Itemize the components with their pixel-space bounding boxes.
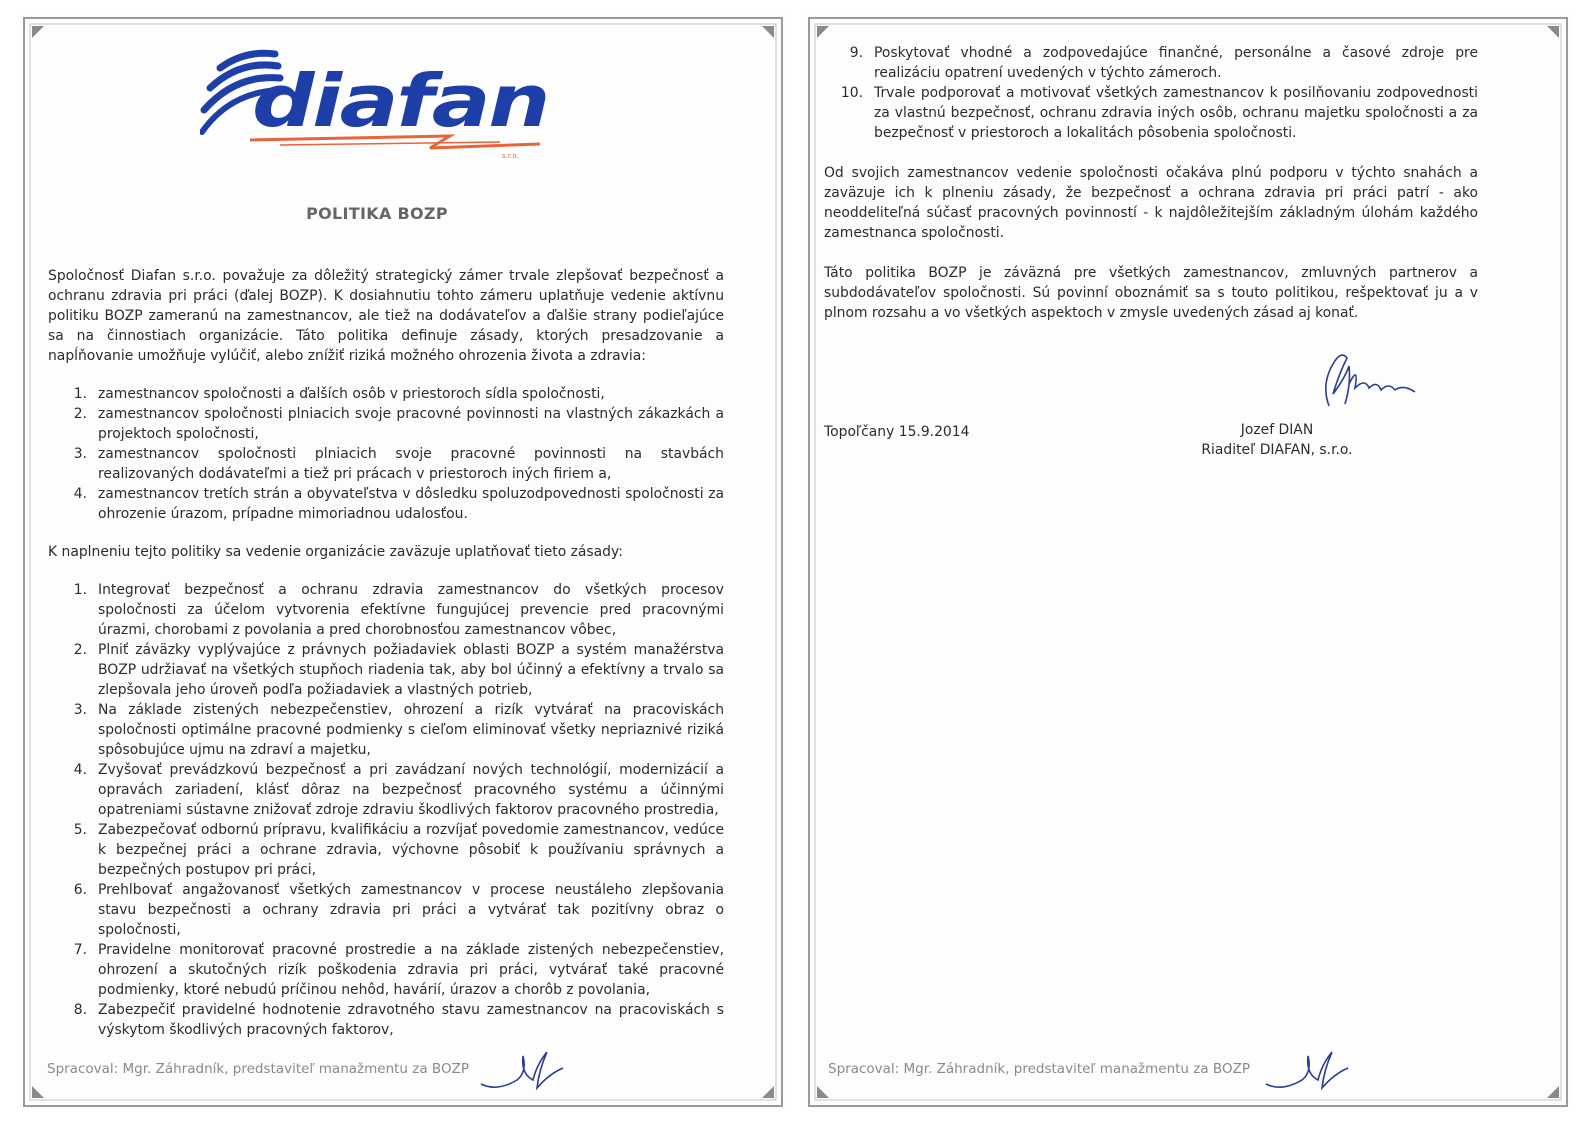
signer-title: Riaditeľ DIAFAN, s.r.o.	[1201, 442, 1353, 458]
list-item: 2. zamestnancov spoločnosti plniacich svoje pracovné povinnosti na vlastných zákazkách a projektoch spoločnosti,	[73, 406, 724, 442]
list-item: 7. Pravidelne monitorovať pracovné prostredie a na základe zistených nebezpečenstiev, ohrození a skutočných rizík poškodenia zdravia pri práci, vytvárať také pracovné podmienky, ktoré nebudú príčinou nehôd, havárií, úrazov a chorôb z povolania,	[73, 942, 724, 998]
principles-list	[48, 580, 724, 1040]
list-item: 2. Plniť záväzky vyplývajúce z právnych požiadaviek oblasti BOZP a systém manažérstva BOZP udržiavať na všetkých stupňoch riadenia tak, aby bol účinný a efektívny a trvalo sa zlepšovala jeho úroveň podľa požiadaviek a vlastných potrieb,	[73, 642, 724, 698]
prepared-by-note: Spracoval: Mgr. Záhradník, predstaviteľ manažmentu za BOZP	[47, 1061, 469, 1077]
svg-text:s.r.o.: s.r.o.	[502, 152, 519, 160]
list-item: 5. Zabezpečovať odbornú prípravu, kvalifikáciu a rozvíjať povedomie zamestnancov, vedúce k bezpečnej práci a ochrane zdravia, výchovne pôsobiť k používaniu správnych a bezpečných postupov pri práci,	[73, 822, 724, 878]
list-item: 3. zamestnancov spoločnosti plniacich svoje pracovné povinnosti na stavbách realizovaných dodávateľmi a tiež pri prácach v priestoroch iných firiem a,	[73, 446, 724, 482]
intro-paragraph: Spoločnosť Diafan s.r.o. považuje za dôležitý strategický zámer trvale zlepšovať bezpečnosť a ochranu zdravia pri práci (ďalej BOZP). K dosiahnutiu tohto zámeru uplatňuje vedenie aktívnu politiku BOZP zameranú na zamestnancov, ale tiež na dodávateľov a ďalšie strany podieľajúce sa na činnostiach organizácie. Táto politika definuje zásady, ktorých presadzovanie a napĺňovanie umožňuje vylúčiť, alebo znížiť riziká možného ohrozenia života a zdravia:	[48, 268, 724, 364]
risk-groups-list	[48, 384, 724, 524]
list-item: 8. Zabezpečiť pravidelné hodnotenie zdravotného stavu zamestnancov na pracoviskách s výskytom škodlivých pracovných faktorov,	[73, 1002, 724, 1038]
list-item: 1. zamestnancov spoločnosti a ďalších osôb v priestoroch sídla spoločnosti,	[73, 386, 605, 402]
expectations-paragraph: Od svojich zamestnancov vedenie spoločnosti očakáva plnú podporu v týchto snahách a zaväzuje ich k plneniu zásady, že bezpečnosť a ochrana zdravia pri práci patrí - ako neoddeliteľná súčasť pracovných povinností - k najdôležitejším základným úlohám každého zamestnanca spoločnosti.	[824, 165, 1478, 241]
page2-body	[824, 43, 1478, 323]
list-item: 3. Na základe zistených nebezpečenstiev, ohrození a rizík vytvárať na pracoviskách spoločnosti optimálne pracovné podmienky s cieľom eliminovať všetky nepriaznivé riziká spôsobujúce ujmu na zdraví a majetku,	[73, 702, 724, 758]
list-item: 4. Zvyšovať prevádzkovú bezpečnosť a pri zavádzaní nových technológií, modernizácií a opravách zariadení, klásť dôraz na bezpečnosť pracovného systému a účinnými opatreniami sústavne znižovať zdroje zdraviu škodlivých faktorov pracovného prostredia,	[73, 762, 724, 818]
prepared-by-note: Spracoval: Mgr. Záhradník, predstaviteľ manažmentu za BOZP	[828, 1061, 1250, 1077]
list-item: 1. Integrovať bezpečnosť a ochranu zdravia zamestnancov do všetkých procesov spoločnosti za účelom vytvorenia efektívne fungujúcej prevencie pred pracovnými úrazmi, chorobami z povolania a pred chorobnosťou zamestnancov vôbec,	[73, 582, 724, 638]
document-page-1	[22, 14, 786, 1110]
list-item: 4. zamestnancov tretích strán a obyvateľstva v dôsledku spoluzodpovednosti spoločnosti za ohrozenie úrazom, prípadne mimoriadnou udalosťou.	[73, 486, 724, 522]
principles-list-continued	[824, 43, 1478, 143]
binding-paragraph: Táto politika BOZP je záväzná pre všetkých zamestnancov, zmluvných partnerov a subdodávateľov spoločnosti. Sú povinní oboznámiť sa s touto politikou, rešpektovať ju a v plnom rozsahu a vo všetkých aspektoch v zmysle uvedených zásad aj konať.	[824, 265, 1478, 321]
initials-signature	[477, 1044, 567, 1094]
list-item: 6. Prehlbovať angažovanosť všetkých zamestnancov v procese neustáleho zlepšovania stavu bezpečnosti a ochrany zdravia pri práci a vytvárať tak pozitívny obraz o spoločnosti,	[73, 882, 724, 938]
place-and-date: Topoľčany 15.9.2014	[824, 424, 970, 440]
director-signature	[1315, 344, 1425, 414]
list-item: 10. Trvale podporovať a motivovať všetkých zamestnancov k posilňovaniu zodpovednosti za vlastnú bezpečnosť, ochranu zdravia iných osôb, ochranu majetku spoločnosti a za bezpečnosť v priestoroch a lokalitách pôsobenia spoločnosti.	[840, 85, 1478, 141]
principles-lead: K naplneniu tejto politiky sa vedenie organizácie zaväzuje uplatňovať tieto zásady:	[48, 544, 623, 560]
diafan-logo	[200, 48, 560, 168]
svg-text:diafan: diafan	[252, 59, 548, 143]
document-page-2	[807, 14, 1571, 1110]
document-title: POLITIKA BOZP	[306, 204, 448, 223]
list-item: 9. Poskytovať vhodné a zodpovedajúce finančné, personálne a časové zdroje pre realizáciu opatrení uvedených v týchto zámeroch.	[849, 45, 1478, 81]
page1-body	[48, 266, 724, 1040]
initials-signature	[1262, 1044, 1352, 1094]
signer-block	[1177, 420, 1377, 460]
signer-name: Jozef DIAN	[1240, 422, 1314, 438]
